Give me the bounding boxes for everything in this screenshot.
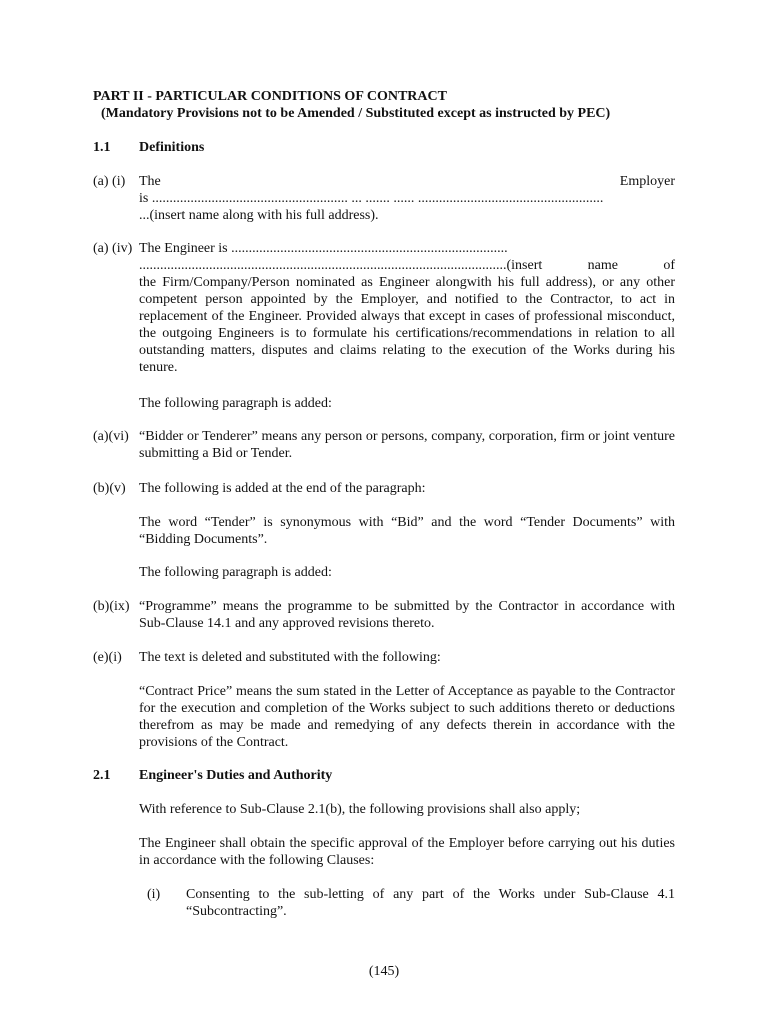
section-paragraph: The Engineer shall obtain the specific approval of the Employer before carrying out his duties in accordance with the following Clauses: [139, 836, 675, 868]
clause-word: of [663, 258, 675, 273]
section-heading: Engineer's Duties and Authority [139, 768, 333, 783]
section-number: 2.1 [93, 768, 111, 783]
clause-label: (a)(vi) [93, 429, 129, 444]
following-paragraph-note: The following paragraph is added: [139, 396, 332, 411]
clause-body: The following is added at the end of the paragraph: [139, 481, 426, 496]
page-subtitle: (Mandatory Provisions not to be Amended / Substituted except as instructed by PEC) [101, 106, 611, 121]
clause-line: The Engineer is ............................................................................... [139, 241, 508, 256]
clause-label: (b)(v) [93, 481, 126, 496]
following-paragraph-note: The following paragraph is added: [139, 565, 332, 580]
list-item-label: (i) [147, 887, 161, 902]
list-item [139, 886, 675, 920]
clause-a-iv [93, 240, 675, 376]
page-title: PART II - PARTICULAR CONDITIONS OF CONTRACT [93, 89, 447, 104]
clause-line [139, 257, 675, 274]
clause-line: is ........................................................ ... ....... ...... ..................................................... [139, 191, 604, 206]
clause-word: .........................................................................................................(insert [139, 258, 543, 273]
clause-label: (a) (i) [93, 174, 126, 189]
section-heading-1-1 [93, 139, 675, 156]
clause-b-v [93, 480, 675, 497]
clause-paragraph: “Contract Price” means the sum stated in the Letter of Acceptance as payable to the Contractor for the execution and completion of the Works subject to such additions thereto or deductions therefrom as may be made and remedying of any defects therein in accordance with the provisions of the Contract. [139, 684, 675, 750]
clause-a-i [93, 173, 675, 224]
clause-label: (b)(ix) [93, 599, 130, 614]
section-heading-2-1 [93, 767, 675, 784]
clause-word: The [139, 174, 161, 189]
clause-line: ...(insert name along with his full address). [139, 208, 379, 223]
clause-b-ix [93, 598, 675, 632]
clause-line [139, 173, 675, 190]
clause-paragraph: The word “Tender” is synonymous with “Bid” and the word “Tender Documents” with “Bidding Documents”. [139, 515, 675, 547]
clause-body: the Firm/Company/Person nominated as Engineer alongwith his full address), or any other competent person appointed by the Employer, and notified to the Contractor, to act in replacement of the Engineer. Provided always that except in cases of professional misconduct, the outgoing Engineers is to formulate his certifications/recommendations in relation to all outstanding matters, disputes and claims relating to the execution of the Works during his tenure. [139, 275, 675, 375]
clause-body: “Bidder or Tenderer” means any person or persons, company, corporation, firm or joint venture submitting a Bid or Tender. [139, 429, 675, 461]
clause-word: Employer [619, 174, 675, 189]
section-paragraph: With reference to Sub-Clause 2.1(b), the following provisions shall also apply; [139, 802, 581, 817]
clause-body: The text is deleted and substituted with the following: [139, 650, 441, 665]
clause-body: “Programme” means the programme to be submitted by the Contractor in accordance with Sub-Clause 14.1 and any approved revisions thereto. [139, 599, 675, 631]
clause-e-i [93, 649, 675, 666]
list-item-text: Consenting to the sub-letting of any part of the Works under Sub-Clause 4.1 “Subcontracting”. [186, 887, 675, 919]
clause-label: (a) (iv) [93, 241, 133, 256]
clause-word: name [587, 258, 618, 273]
clause-a-vi [93, 428, 675, 462]
page-number: (145) [368, 964, 400, 979]
section-heading: Definitions [139, 140, 205, 155]
clause-label: (e)(i) [93, 650, 122, 665]
section-number: 1.1 [93, 140, 111, 155]
